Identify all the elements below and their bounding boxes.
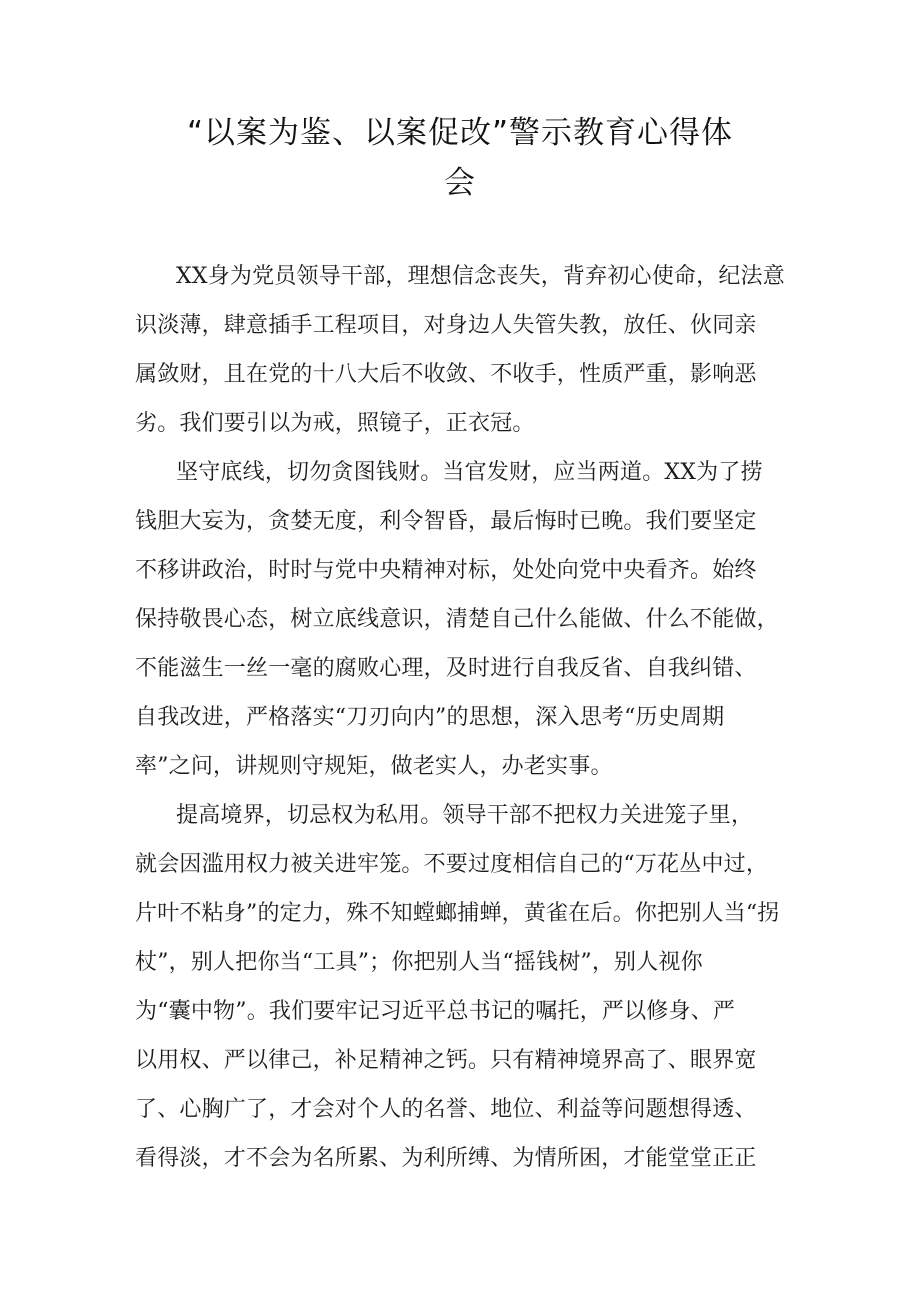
paragraph-line: 劣。我们要引以为戒，照镜子，正衣冠。: [135, 411, 535, 436]
paragraph-line: 不移讲政治，时时与党中央精神对标，处处向党中央看齐。始终: [135, 558, 757, 583]
paragraph-line: 杖”，别人把你当“工具”；你把别人当“摇钱树”，别人视你: [135, 950, 703, 975]
paragraph-line: 保持敬畏心态，树立底线意识，清楚自己什么能做、什么不能做，: [135, 607, 779, 632]
paragraph-line: 坚守底线，切勿贪图钱财。当官发财，应当两道。XX为了捞: [176, 460, 763, 485]
paragraph-line: XX身为党员领导干部，理想信念丧失，背弃初心使命，纪法意: [176, 264, 785, 289]
document-title-line-1: “以案为鉴、以案促改”警示教育心得体: [186, 115, 734, 151]
paragraph-line: 识淡薄，肆意插手工程项目，对身边人失管失教，放任、伙同亲: [135, 313, 757, 338]
paragraph-line: 率”之问，讲规则守规矩，做老实人，办老实事。: [135, 754, 613, 779]
paragraph-line: 不能滋生一丝一毫的腐败心理，及时进行自我反省、自我纠错、: [135, 656, 757, 681]
paragraph-line: 以用权、严以律己，补足精神之钙。只有精神境界高了、眼界宽: [135, 1048, 757, 1073]
paragraph-line: 钱胆大妄为，贪婪无度，利令智昏，最后悔时已晚。我们要坚定: [135, 509, 757, 534]
paragraph-2: [135, 448, 795, 791]
paragraph-line: 片叶不粘身”的定力，殊不知螳螂捕蝉，黄雀在后。你把别人当“拐: [135, 901, 780, 926]
paragraph-line: 看得淡，才不会为名所累、为利所缚、为情所困，才能堂堂正正: [135, 1146, 757, 1171]
paragraph-line: 为“囊中物”。我们要牢记习近平总书记的嘱托，严以修身、严: [135, 999, 736, 1024]
paragraph-line: 了、心胸广了，才会对个人的名誉、地位、利益等问题想得透、: [135, 1097, 757, 1122]
paragraph-1: [135, 252, 795, 448]
paragraph-line: 就会因滥用权力被关进牢笼。不要过度相信自己的“万花丛中过，: [135, 852, 769, 877]
document-title-line-2: 会: [444, 165, 476, 201]
paragraph-line: 自我改进，严格落实“刀刃向内”的思想，深入思考“历史周期: [135, 705, 725, 730]
paragraph-3: [135, 791, 795, 1183]
paragraph-line: 提高境界，切忌权为私用。领导干部不把权力关进笼子里，: [176, 803, 754, 828]
paragraph-line: 属敛财，且在党的十八大后不收敛、不收手，性质严重，影响恶: [135, 362, 757, 387]
